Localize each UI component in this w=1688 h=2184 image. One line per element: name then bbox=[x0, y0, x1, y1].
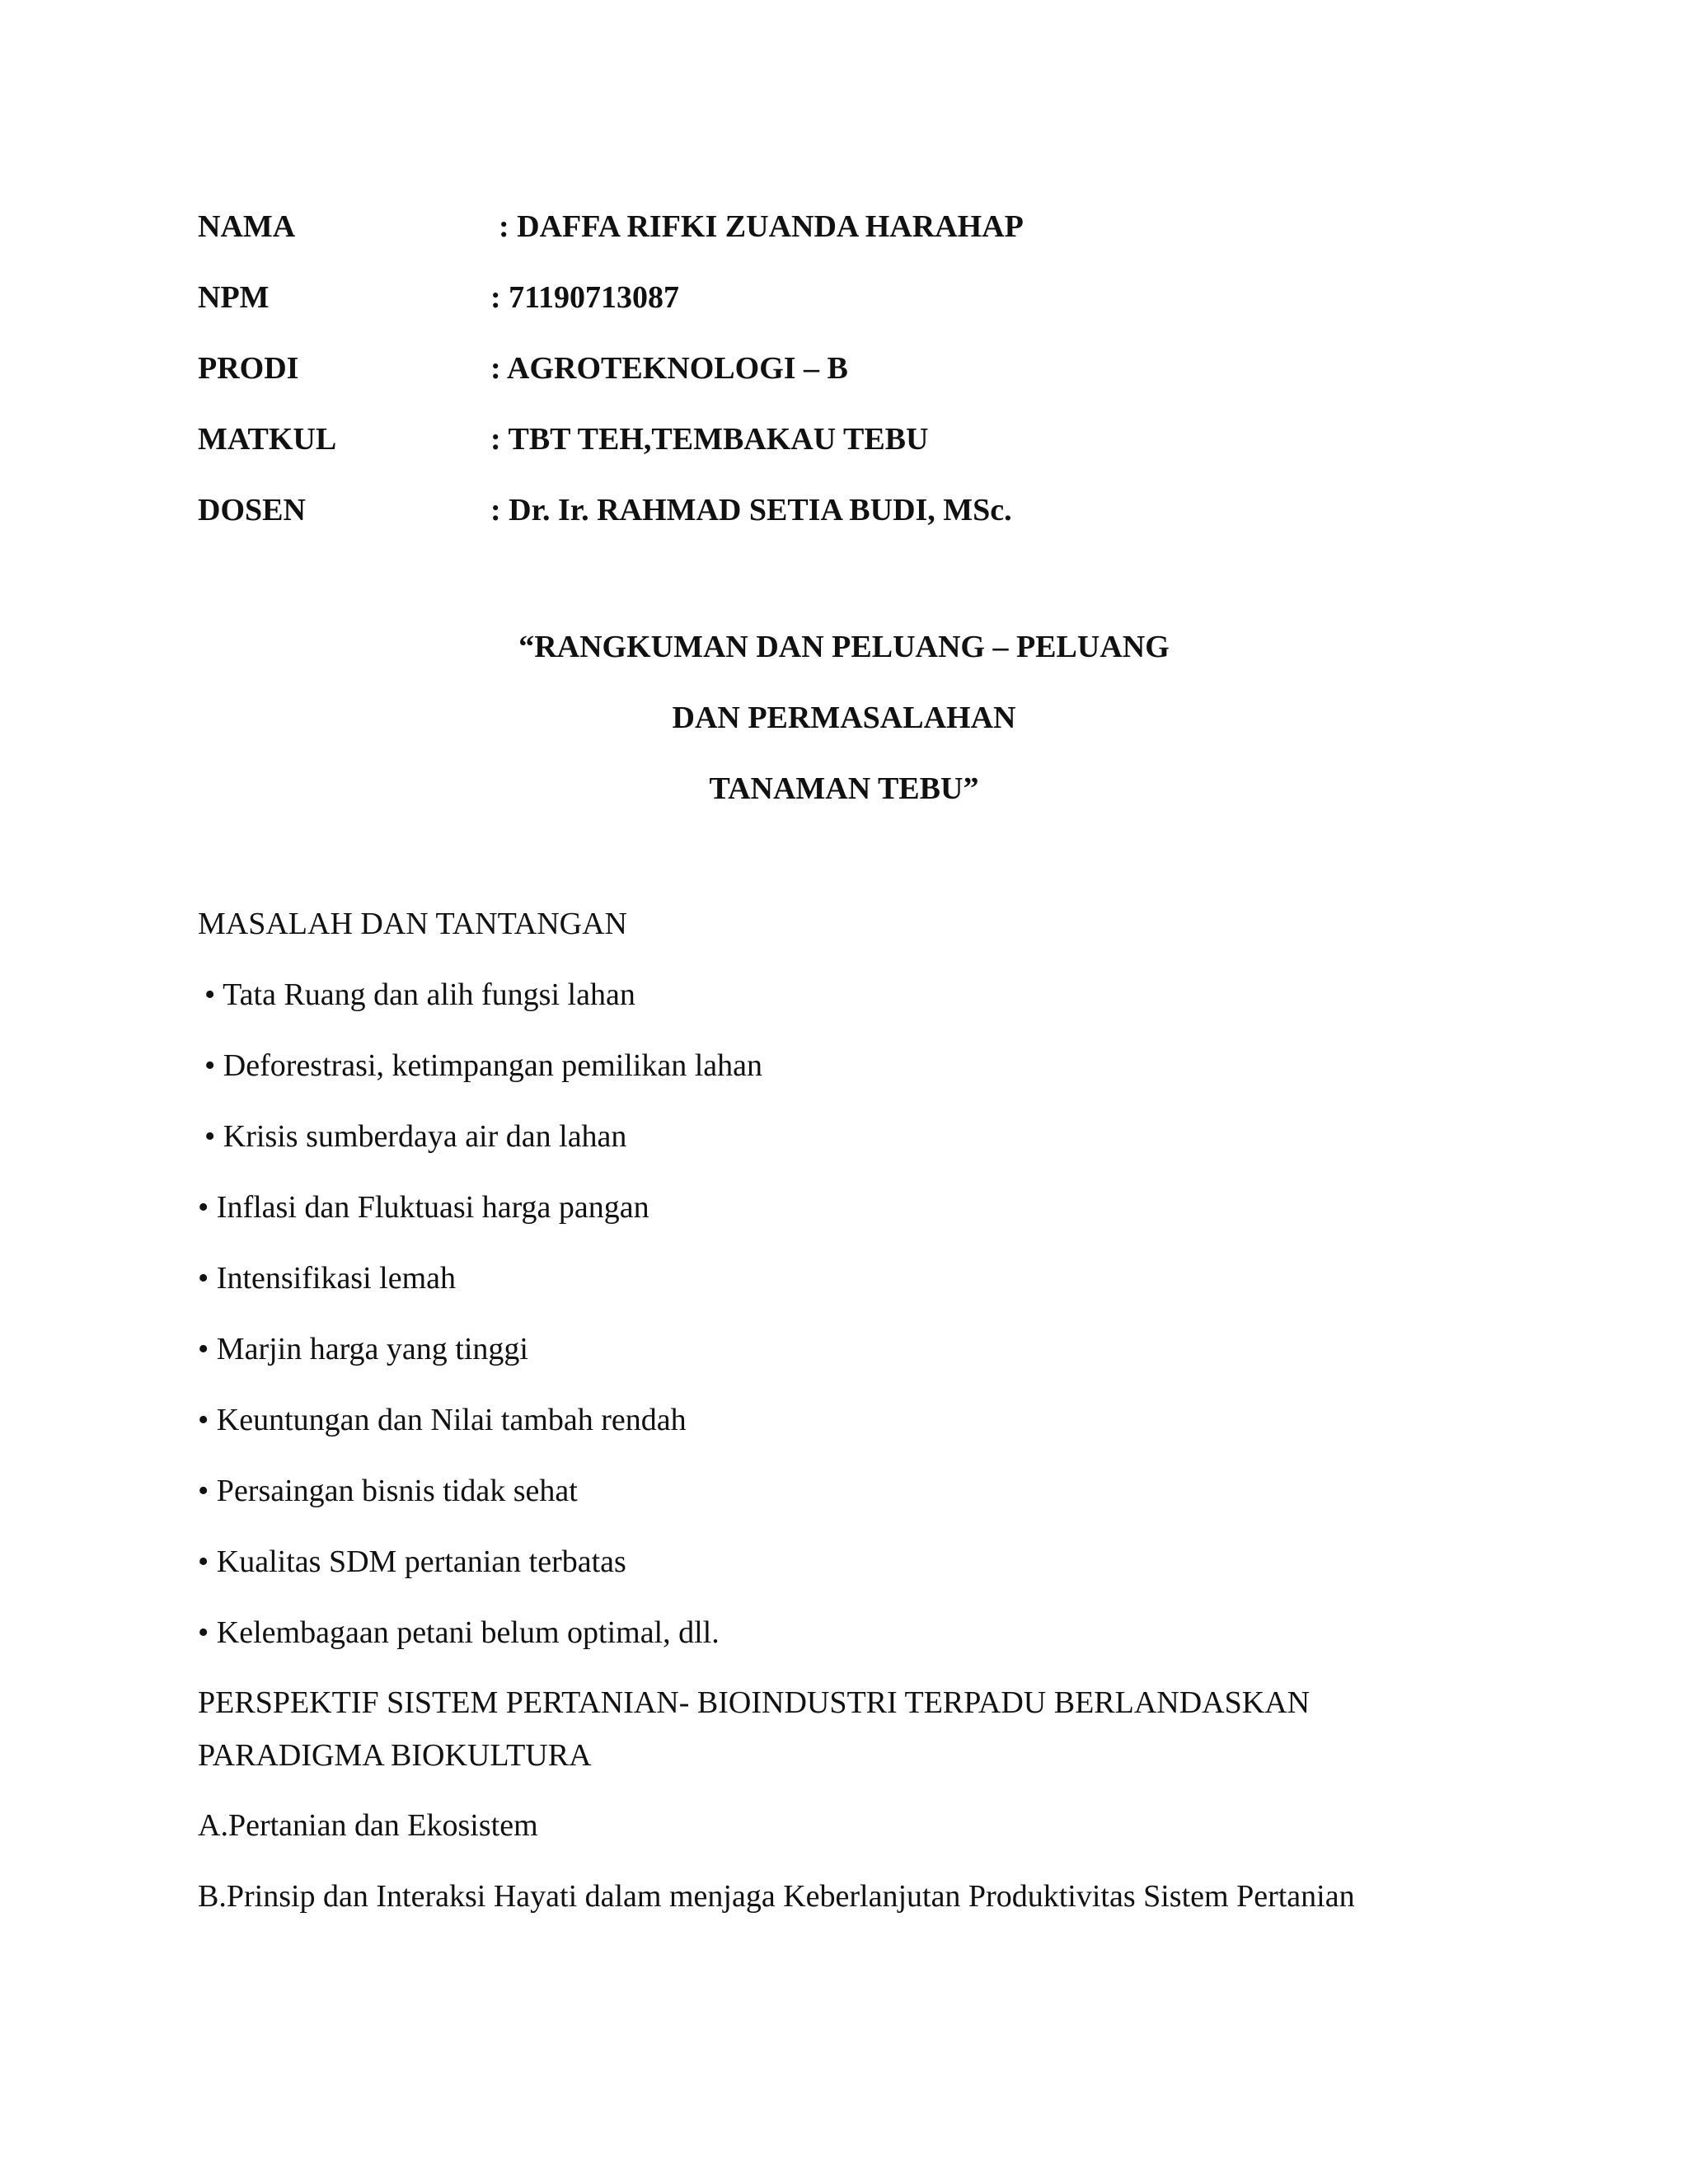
info-value: : 71190713087 bbox=[490, 280, 680, 315]
perspective-heading bbox=[198, 1676, 1484, 1782]
subsection-a: A.Pertanian dan Ekosistem bbox=[198, 1808, 538, 1843]
document-title bbox=[0, 612, 1688, 824]
info-label: DOSEN bbox=[198, 493, 306, 527]
student-info-table bbox=[198, 191, 1434, 546]
list-item: • Kelembagaan petani belum optimal, dll. bbox=[198, 1615, 720, 1650]
title-line: TANAMAN TEBU” bbox=[709, 771, 979, 806]
section-heading: MASALAH DAN TANTANGAN bbox=[198, 907, 627, 941]
info-row-npm bbox=[198, 262, 1434, 333]
info-row-matkul bbox=[198, 404, 1434, 475]
title-line: DAN PERMASALAHAN bbox=[672, 701, 1016, 735]
info-value: : TBT TEH,TEMBAKAU TEBU bbox=[490, 422, 929, 457]
list-item: • Tata Ruang dan alih fungsi lahan bbox=[204, 977, 635, 1012]
list-item: • Krisis sumberdaya air dan lahan bbox=[204, 1119, 627, 1154]
list-item: • Inflasi dan Fluktuasi harga pangan bbox=[198, 1190, 649, 1225]
info-value: : DAFFA RIFKI ZUANDA HARAHAP bbox=[499, 209, 1024, 244]
perspective-line: PARADIGMA BIOKULTURA bbox=[198, 1738, 592, 1773]
info-value: : AGROTEKNOLOGI – B bbox=[490, 351, 848, 386]
info-label: MATKUL bbox=[198, 422, 337, 457]
info-label: PRODI bbox=[198, 351, 299, 386]
list-item: • Keuntungan dan Nilai tambah rendah bbox=[198, 1403, 687, 1437]
perspective-line: PERSPEKTIF SISTEM PERTANIAN- BIOINDUSTRI TERPADU BERLANDASKAN bbox=[198, 1685, 1311, 1720]
info-row-prodi bbox=[198, 333, 1434, 404]
list-item: • Kualitas SDM pertanian terbatas bbox=[198, 1544, 626, 1579]
list-item: • Deforestrasi, ketimpangan pemilikan lahan bbox=[204, 1048, 763, 1083]
info-row-nama bbox=[198, 191, 1434, 262]
subsection-b: B.Prinsip dan Interaksi Hayati dalam menjaga Keberlanjutan Produktivitas Sistem Pertanian bbox=[198, 1879, 1355, 1914]
info-label: NPM bbox=[198, 280, 270, 315]
list-item: • Persaingan bisnis tidak sehat bbox=[198, 1474, 578, 1508]
info-value: : Dr. Ir. RAHMAD SETIA BUDI, MSc. bbox=[490, 493, 1012, 527]
info-label: NAMA bbox=[198, 209, 296, 244]
list-item: • Marjin harga yang tinggi bbox=[198, 1332, 528, 1366]
info-row-dosen bbox=[198, 475, 1434, 546]
document-body bbox=[198, 888, 1484, 1932]
list-item: • Intensifikasi lemah bbox=[198, 1261, 456, 1296]
title-line: “RANGKUMAN DAN PELUANG – PELUANG bbox=[518, 630, 1170, 664]
